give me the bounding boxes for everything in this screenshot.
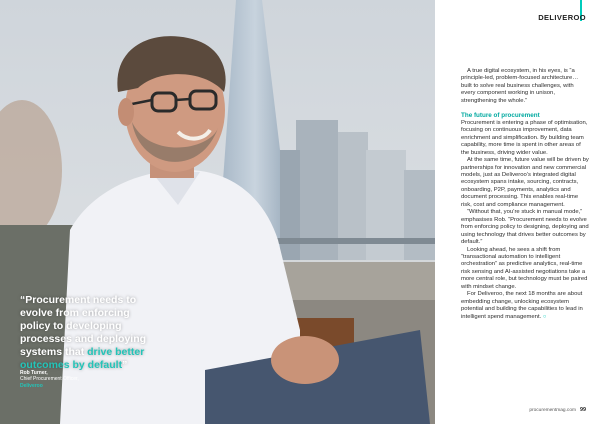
section-heading: The future of procurement (461, 112, 540, 120)
quote-attribution (20, 370, 79, 389)
brand-label: DELIVEROO (538, 13, 586, 22)
pull-quote-highlight: drive better outcomes by default (20, 346, 145, 371)
article-paragraph: Procurement is entering a phase of optimisation, focusing on continuous improvement, data enrichment and simplification. By building team capability, more time is spent in other areas of the business, driving wider value. (461, 119, 588, 156)
attribution-company: Deliveroo (20, 382, 43, 389)
article-paragraph: “Without that, you’re stuck in manual mode,” emphasises Rob. “Procurement needs to evolve from enforcing policy to designing, deploying and using technology that drives better outcomes by default.” (461, 209, 589, 246)
article-lead: A true digital ecosystem, in his eyes, is “a principle-led, problem-focused architecture… built to solve real business challenges, with every component working in unison, strengthening the whole.” (461, 68, 579, 104)
article-paragraph: Looking ahead, he sees a shift from “transactional automation to intelligent orchestration” as predictive analytics, real-time risk sensing and AI-assisted negotiations take a more central role, but technology must be paired with mindset change. (461, 246, 588, 290)
attribution-title: Chief Procurement Officer, (20, 376, 79, 383)
pull-quote-close: ” (122, 359, 128, 371)
page-number: 99 (580, 407, 586, 413)
article-paragraph: At the same time, future value will be driven by partnerships for innovation and new commercial models, just as Deliveroo’s integrated digital ecosystem spans intake, sourcing, contracts, onboarding, P2P, payments, analytics and document processing. This enables real-time risk, cost and compliance management. (461, 157, 589, 208)
end-mark-icon: ○ (542, 313, 547, 320)
article-paragraph-text: For Deliveroo, the next 18 months are about embedding change, unlocking ecosystem potential and building the capabilities to lead in intelligent spend management. (461, 291, 583, 320)
pull-quote-text: “Procurement needs to evolve from enforcing policy to developing processes and deploying systems that (20, 294, 147, 358)
page-footer (529, 407, 586, 413)
attribution-name: Rob Turner, (20, 370, 48, 376)
footer-site-link[interactable]: procurementmag.com (529, 408, 576, 413)
article-body (461, 68, 589, 321)
pull-quote (20, 294, 152, 372)
article-paragraph-last (461, 291, 589, 321)
